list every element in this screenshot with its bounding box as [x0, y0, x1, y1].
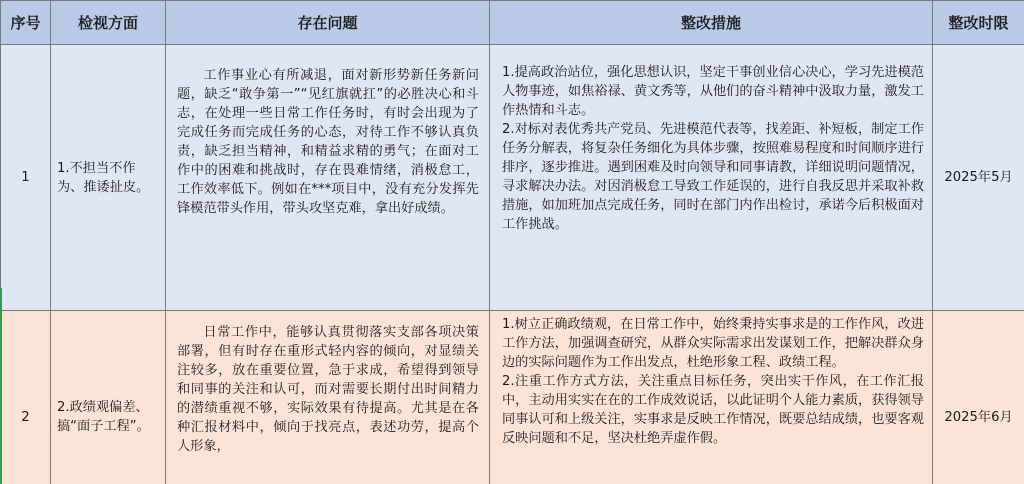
cell-no[interactable]: 1	[1, 45, 51, 311]
cell-problem[interactable]	[166, 45, 490, 311]
measure-item: 1.提高政治站位，强化思想认识，坚定干事创业信心决心，学习先进模范人物事迹，如焦裕禄、黄文秀等，从他们的奋斗精神中汲取力量，激发工作热情和斗志。	[502, 65, 924, 118]
measure-item: 2.注重工作方式方法，关注重点目标任务，突出实干作风，在工作汇报中，主动用实实在在的工作成效说话，以此证明个人能力素质，获得领导同事认可和上级关注，实事求是反映工作情况，既要总结成绩，也要客观反映问题和不足，坚决杜绝弄虚作假。	[502, 374, 924, 446]
cell-aspect[interactable]: 1.不担当不作为、推诿扯皮。	[51, 45, 166, 311]
header-deadline[interactable]: 整改时限	[933, 1, 1024, 45]
cell-no[interactable]: 2	[1, 311, 51, 484]
selection-edge	[0, 288, 2, 484]
header-aspect[interactable]: 检视方面	[51, 1, 166, 45]
header-no[interactable]: 序号	[1, 1, 51, 45]
cell-deadline[interactable]: 2025年5月	[933, 45, 1024, 311]
header-measures[interactable]: 整改措施	[490, 1, 933, 45]
problem-text: 日常工作中，能够认真贯彻落实支部各项决策部署，但有时存在重形式轻内容的倾向，对显绩关注较多，放在重要位置，急于求成，希望得到领导和同事的关注和认可，而对需要长期付出时间精力的潜绩重视不够，实际效果有待提高。尤其是在各种汇报材料中，倾向于找亮点，表述功劳，提高个人形象，	[177, 325, 479, 454]
cell-aspect[interactable]: 2.政绩观偏差、搞“面子工程”。	[51, 311, 166, 484]
cell-measures[interactable]	[490, 311, 933, 484]
cell-deadline[interactable]: 2025年6月	[933, 311, 1024, 484]
cell-measures[interactable]	[490, 45, 933, 311]
measure-item: 2.对标对表优秀共产党员、先进模范代表等，找差距、补短板，制定工作任务分解表，将复杂任务细化为具体步骤，按照难易程度和时间顺序进行排序，逐步推进。遇到困难及时向领导和同事请教，详细说明问题情况，寻求解决办法。对因消极怠工导致工作延误的，进行自我反思并采取补救措施，如加班加点完成任务，同时在部门内作出检讨，承诺今后积极面对工作挑战。	[502, 122, 924, 232]
header-problem[interactable]: 存在问题	[166, 1, 490, 45]
table-row	[1, 311, 1024, 484]
problem-text: 工作事业心有所减退，面对新形势新任务新问题，缺乏“敢争第一”“见红旗就扛”的必胜决心和斗志，在处理一些日常工作任务时，有时会出现为了完成任务而完成任务的心态，对待工作不够认真负责，缺乏担当精神，和精益求精的勇气；在面对工作中的困难和挑战时，存在畏难情绪，消极怠工，工作效率低下。例如在***项目中，没有充分发挥先锋模范带头作用，带头攻坚克难，拿出好成绩。	[177, 68, 479, 216]
table-row	[1, 45, 1024, 311]
cell-problem[interactable]	[166, 311, 490, 484]
measure-item: 1.树立正确政绩观，在日常工作中，始终秉持实事求是的工作作风，改进工作方法，加强调查研究，从群众实际需求出发谋划工作，把解决群众身边的实际问题作为工作出发点，杜绝形象工程、政绩工程。	[502, 317, 924, 370]
header-row	[1, 1, 1024, 45]
